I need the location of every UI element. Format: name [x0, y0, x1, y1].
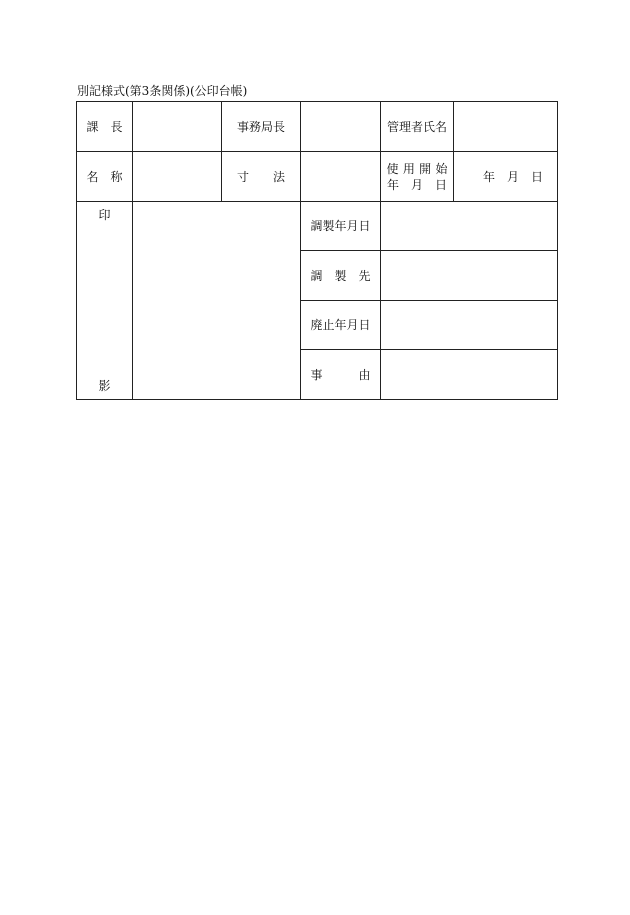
seal-ledger-table: [76, 101, 558, 400]
manufacturer-label: 調 製 先: [301, 251, 381, 301]
dimensions-box: [301, 152, 381, 202]
start-date-value: 年 月 日: [454, 152, 558, 202]
seal-info-row: [77, 152, 558, 202]
seal-impression-label: [77, 202, 133, 400]
seal-name-box: [133, 152, 222, 202]
administrator-name-label: 管理者氏名: [381, 102, 454, 152]
administrator-name-box: [454, 102, 558, 152]
seal-impression-box: [133, 202, 301, 400]
manufacture-date-row: [77, 202, 558, 251]
manufacture-date-box: [381, 202, 558, 251]
secretary-general-label: 事務局長: [222, 102, 301, 152]
secretary-general-seal-box: [301, 102, 381, 152]
start-date-label-line1: 使用開始: [386, 161, 452, 176]
reason-box: [381, 350, 558, 400]
start-date-label-line2: 年 月 日: [386, 177, 447, 192]
seal-impression-label-top: 印: [98, 208, 111, 222]
abolition-date-box: [381, 301, 558, 350]
manufacturer-box: [381, 251, 558, 301]
dimensions-label: 寸 法: [222, 152, 301, 202]
approval-row: [77, 102, 558, 152]
reason-label: 事 由: [301, 350, 381, 400]
section-chief-seal-box: [133, 102, 222, 152]
seal-impression-label-bottom: 影: [98, 379, 111, 393]
seal-name-label: 名 称: [77, 152, 133, 202]
start-date-label: [381, 152, 454, 202]
section-chief-label: 課 長: [77, 102, 133, 152]
form-title: 別記様式(第3条関係)(公印台帳): [77, 84, 248, 98]
manufacture-date-label: 調製年月日: [301, 202, 381, 251]
abolition-date-label: 廃止年月日: [301, 301, 381, 350]
